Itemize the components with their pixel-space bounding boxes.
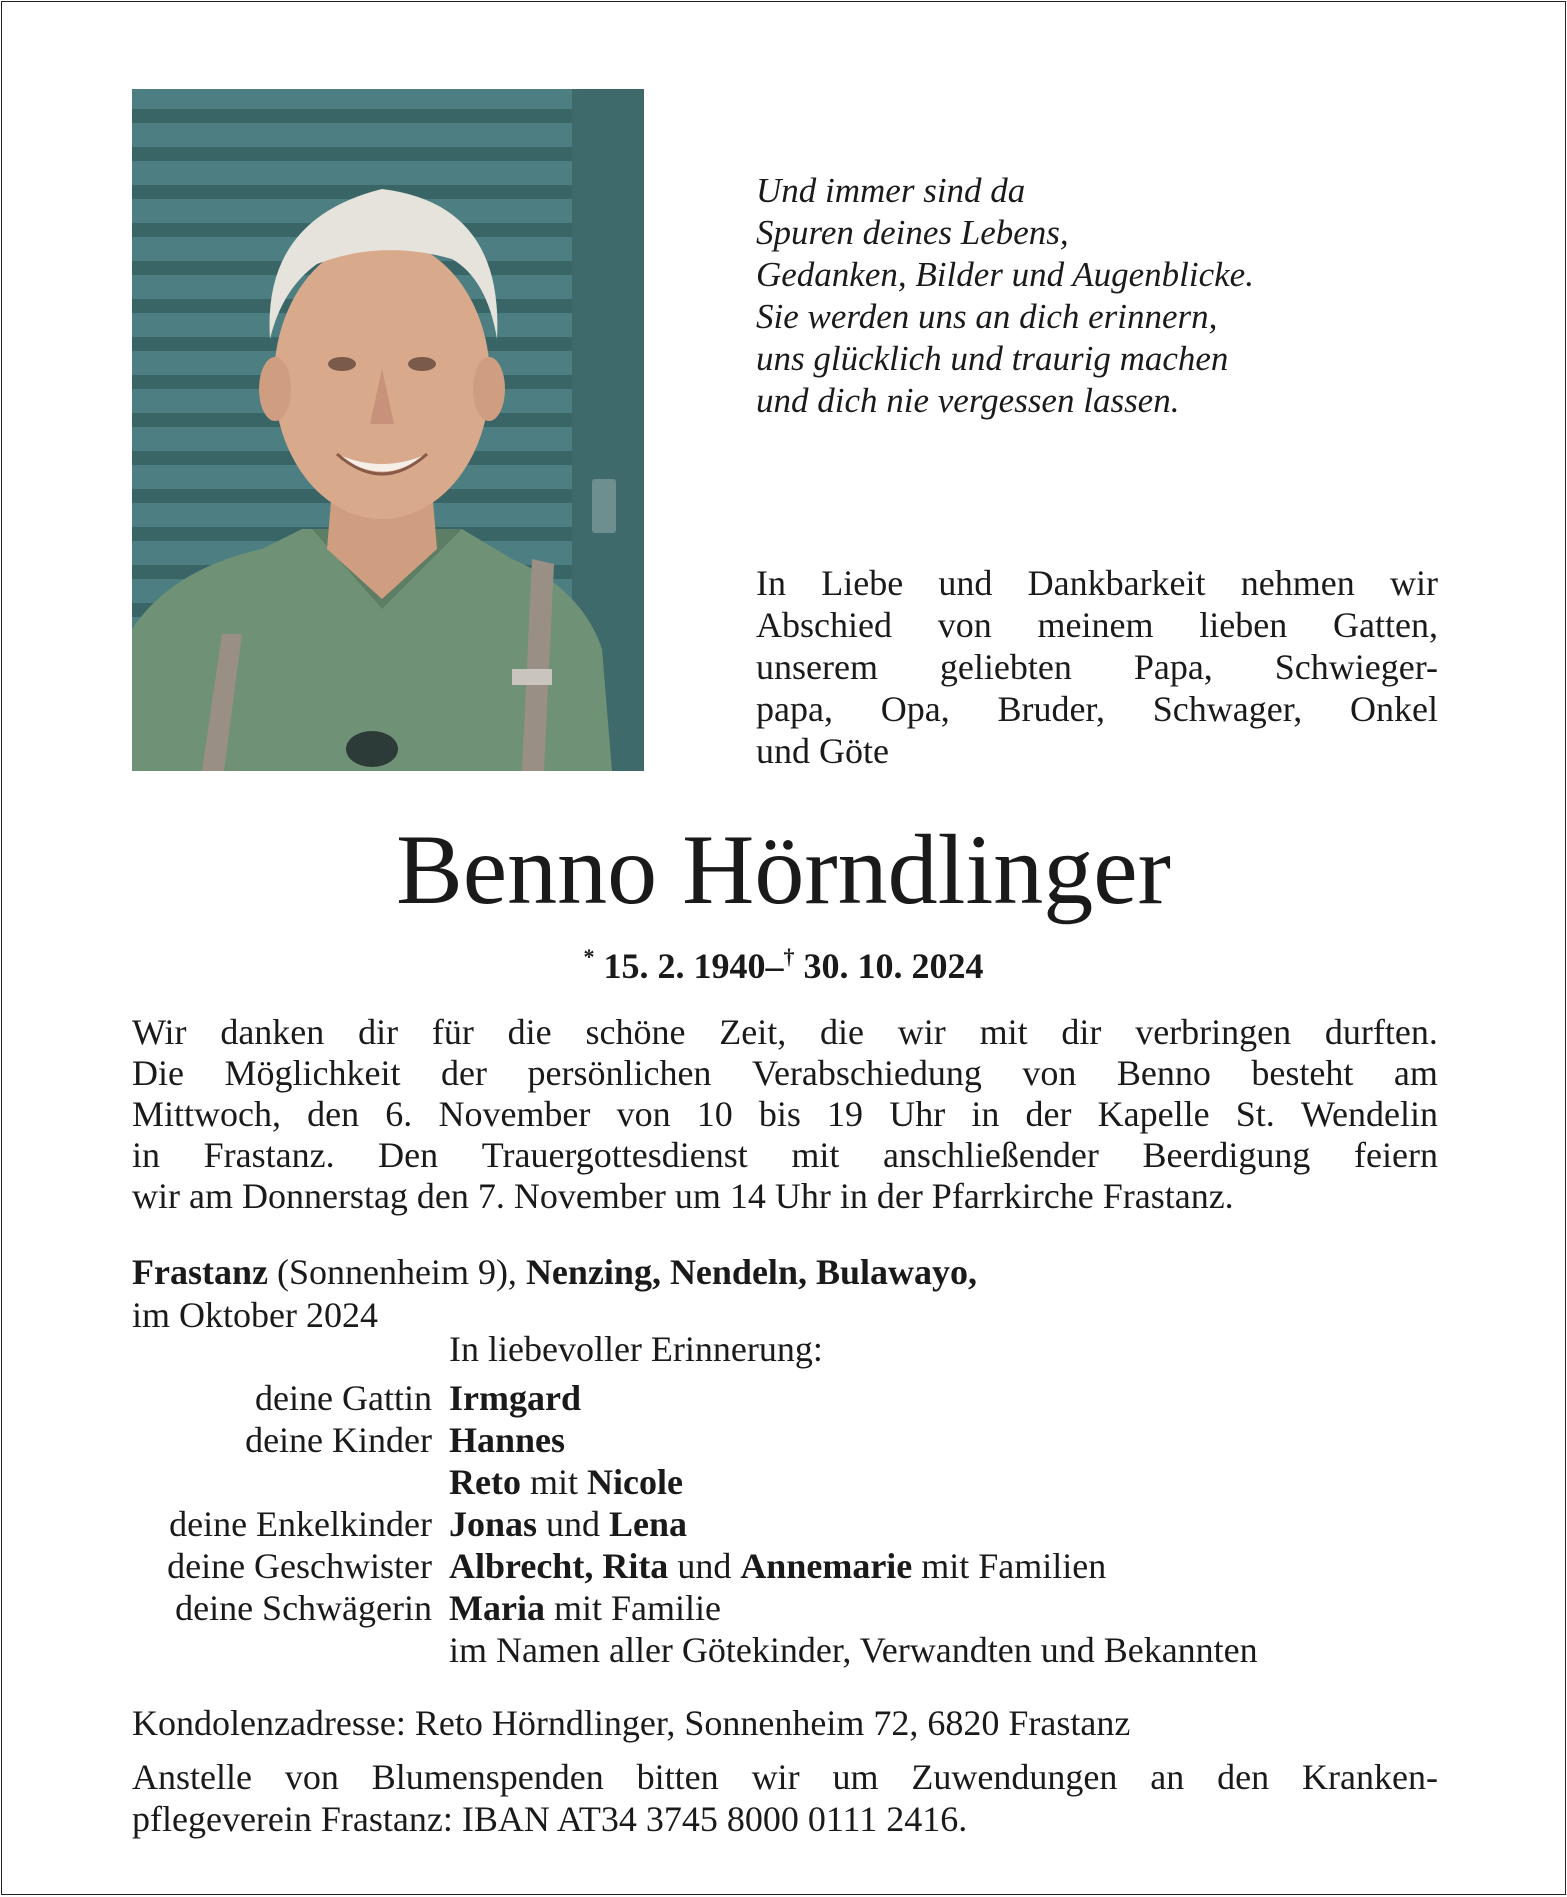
body-line: Die Möglichkeit der persönlichen Verabschiedung von Benno besteht am: [132, 1053, 1438, 1093]
poem-line: Und immer sind da: [756, 171, 1026, 210]
poem-line: Gedanken, Bilder und Augenblicke.: [756, 255, 1254, 294]
farewell-intro: [756, 562, 1438, 772]
intro-line: unserem geliebten Papa, Schwieger-: [756, 647, 1438, 687]
place-line: [132, 1251, 977, 1293]
poem-line: Sie werden uns an dich erinnern,: [756, 297, 1218, 336]
memory-heading: In liebevoller Erinnerung:: [449, 1329, 823, 1369]
family-name: Reto: [449, 1462, 521, 1502]
poem-line: und dich nie vergessen lassen.: [756, 381, 1180, 420]
birth-mark: *: [583, 944, 595, 969]
family-row: [132, 1419, 1452, 1461]
footer: [132, 1702, 1438, 1840]
condolence-address: Kondolenzadresse: Reto Hörndlinger, Sonnenheim 72, 6820 Frastanz: [132, 1703, 1131, 1743]
family-row: [132, 1629, 1452, 1671]
donation-line: pflegeverein Frastanz: IBAN AT34 3745 8000 0111 2416.: [132, 1799, 968, 1839]
family-list: [132, 1377, 1452, 1671]
body-line: in Frastanz. Den Trauergottesdienst mit anschließender Beerdigung feiern: [132, 1135, 1438, 1175]
donation-line: Anstelle von Blumenspenden bitten wir um Zuwendungen an den Kranken-: [132, 1757, 1438, 1797]
relation-label: deine Geschwister: [167, 1546, 432, 1586]
family-row: Reto mit Nicole: [449, 1462, 683, 1502]
relation-label: deine Enkelkinder: [169, 1504, 432, 1544]
place-town: Frastanz: [132, 1252, 268, 1292]
life-dates: * 15. 2. 1940–† 30. 10. 2024: [583, 944, 984, 986]
relation-label: deine Kinder: [245, 1420, 432, 1460]
family-name: Irmgard: [449, 1378, 581, 1418]
death-mark: †: [783, 944, 795, 969]
body-line: Mittwoch, den 6. November von 10 bis 19 Uhr in der Kapelle St. Wendelin: [132, 1094, 1438, 1134]
family-row: deine Geschwister Albrecht, Rita und Annemarie mit Familien: [132, 1545, 1452, 1587]
obituary-page: [1, 1, 1566, 1895]
portrait-illustration: [132, 89, 644, 771]
family-name: Annemarie: [740, 1546, 913, 1586]
family-row: deine Schwägerin Maria mit Familie: [132, 1587, 1452, 1629]
family-name: Albrecht, Rita: [449, 1546, 669, 1586]
family-name: Maria: [449, 1588, 545, 1628]
deceased-name: Benno Hörndlinger: [396, 814, 1171, 925]
family-name: Nicole: [586, 1462, 683, 1502]
family-name: Jonas: [449, 1504, 538, 1544]
family-closing: im Namen aller Götekinder, Verwandten und Bekannten: [449, 1630, 1258, 1670]
family-row: deine Enkelkinder Jonas und Lena: [132, 1503, 1452, 1545]
family-name: Lena: [609, 1504, 688, 1544]
portrait-photo: [132, 89, 644, 771]
family-name: Hannes: [449, 1420, 566, 1460]
intro-line: papa, Opa, Bruder, Schwager, Onkel: [756, 689, 1438, 729]
service-details: [132, 1012, 1438, 1217]
place-month: im Oktober 2024: [132, 1295, 378, 1335]
intro-line: In Liebe und Dankbarkeit nehmen wir: [756, 563, 1438, 603]
intro-line: Abschied von meinem lieben Gatten,: [756, 605, 1438, 645]
place-address: (Sonnenheim 9),: [267, 1252, 526, 1292]
relation-label: deine Gattin: [255, 1378, 432, 1418]
intro-line: und Göte: [756, 731, 889, 771]
poem: [756, 170, 1396, 422]
place-others: Nenzing, Nendeln, Bulawayo,: [525, 1252, 977, 1292]
body-line: Wir danken dir für die schöne Zeit, die wir mit dir verbringen durften.: [132, 1012, 1438, 1052]
poem-line: Spuren deines Lebens,: [756, 213, 1069, 252]
relation-label: deine Schwägerin: [175, 1588, 432, 1628]
birth-date: 15. 2. 1940: [603, 946, 766, 986]
body-line: wir am Donnerstag den 7. November um 14 Uhr in der Pfarrkirche Frastanz.: [132, 1176, 1234, 1216]
family-row: [132, 1377, 1452, 1419]
death-date: 30. 10. 2024: [803, 946, 984, 986]
poem-line: uns glücklich und traurig machen: [756, 339, 1229, 378]
